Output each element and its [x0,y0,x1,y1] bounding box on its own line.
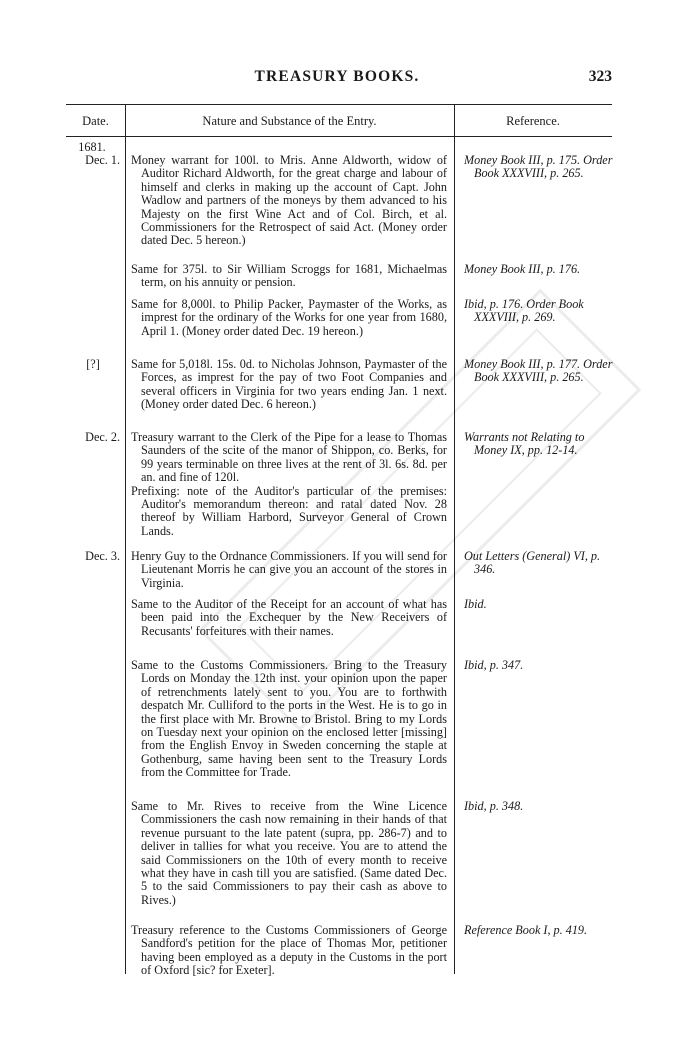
entry-reference: Money Book III, p. 176. [464,262,581,276]
entry-text: Same to the Auditor of the Receipt for an account of what has been paid into the Exchequer by the New Receivers of Recusants' forfeitures with their names. [131,597,447,638]
entry-text: Same to the Customs Commissioners. Bring to the Treasury Lords on Monday the 12th inst. your opinion upon the paper of retrenchments lately sent to you. You are to forthwith despatch Mr. Culliford to the ports in the West. He is to go in the first place with Mr. Browne to Bristol. Bring to my Lords on Tuesday next your opinion on the enclosed letter [missing] from the English Envoy in Sweden concerning the staple at Gothenburg, same having been sent to the Treasury Lords from the Committee for Trade. [131,658,447,780]
entry-reference: Warrants not Relating to Money IX, pp. 12-14. [464,430,585,458]
entry-date: Dec. 1. [85,153,120,167]
page-title: TREASURY BOOKS. [254,68,420,85]
entry-text: Treasury warrant to the Clerk of the Pipe for a lease to Thomas Saunders of the scite of the manor of Shippon, co. Berks, for 99 years terminable on three lives at the rent of 3l. 6s. 8d. per an. and fine of 120l. Prefixing: note of the Auditor's particular of the premises: Auditor's memorandum thereon: and ratal dated Nov. 28 thereof by William Harbord, Surveyor General of Crown Lands. [131,430,447,538]
entry-text: Same for 8,000l. to Philip Packer, Paymaster of the Works, as imprest for the ordinary of the Works for one year from 1680, April 1. (Money order dated Dec. 19 hereon.) [131,297,447,338]
year-label: 1681. [78,140,106,154]
entry-reference: Ibid, p. 176. Order Book XXXVIII, p. 269. [464,297,584,325]
table-head-rule [66,136,612,137]
entry-text: Money warrant for 100l. to Mris. Anne Aldworth, widow of Auditor Richard Aldworth, for the great charge and labour of himself and clerks in making up the account of Capt. John Wadlow and partners of the moneys by them advanced to his Majesty on the first Wine Act and of Col. Birch, et al. Commissioners for the Retrospect of said Act. (Money order dated Dec. 5 hereon.) [131,153,447,248]
entry-reference: Ibid, p. 348. [464,799,524,813]
entry-date: Dec. 3. [85,549,120,563]
entry-reference: Reference Book I, p. 419. [464,923,588,937]
entry-reference: Ibid. [464,597,487,611]
entry-reference: Ibid, p. 347. [464,658,524,672]
entry-date: [?] [86,357,100,371]
page-number: 323 [588,68,612,85]
entry-reference: Out Letters (General) VI, p. 346. [464,549,601,577]
entry-reference: Money Book III, p. 177. Order Book XXXVIII, p. 265. [464,357,613,385]
table-top-rule [66,104,612,105]
entry-date: Dec. 2. [85,430,120,444]
date-column-divider [125,104,126,974]
entry-text: Henry Guy to the Ordnance Commissioners. If you will send for Lieutenant Morris he can give you an account of the stores in Virginia. [131,549,447,590]
column-header-nature: Nature and Substance of the Entry. [202,114,377,128]
entry-text: Same to Mr. Rives to receive from the Wine Licence Commissioners the cash now remaining in their hands of that revenue pursuant to the late patent (supra, pp. 286-7) and to deliver in tallies for what you receive. You are to attend the said Commissioners on the 10th of every month to receive what they have in cash till you are satisfied. (Same dated Dec. 5 to the said Commissioners to pay their cash as above to Rives.) [131,799,447,907]
reference-column-divider [454,104,455,974]
entry-text: Same for 375l. to Sir William Scroggs for 1681, Michaelmas term, on his annuity or pension. [131,262,447,290]
running-header [0,68,674,90]
column-header-date: Date. [82,114,109,128]
column-header-reference: Reference. [506,114,560,128]
entry-text: Treasury reference to the Customs Commissioners of George Sandford's petition for the place of Thomas Mor, petitioner having been employed as a deputy in the Customs in the port of Oxford [sic? for Exeter]. [131,923,447,978]
entry-text: Same for 5,018l. 15s. 0d. to Nicholas Johnson, Paymaster of the Forces, as imprest for the pay of two Foot Companies and several officers in Virginia for two years ending Jan. 1 next. (Money order dated Dec. 6 hereon.) [131,357,447,412]
entry-reference: Money Book III, p. 175. Order Book XXXVIII, p. 265. [464,153,613,181]
